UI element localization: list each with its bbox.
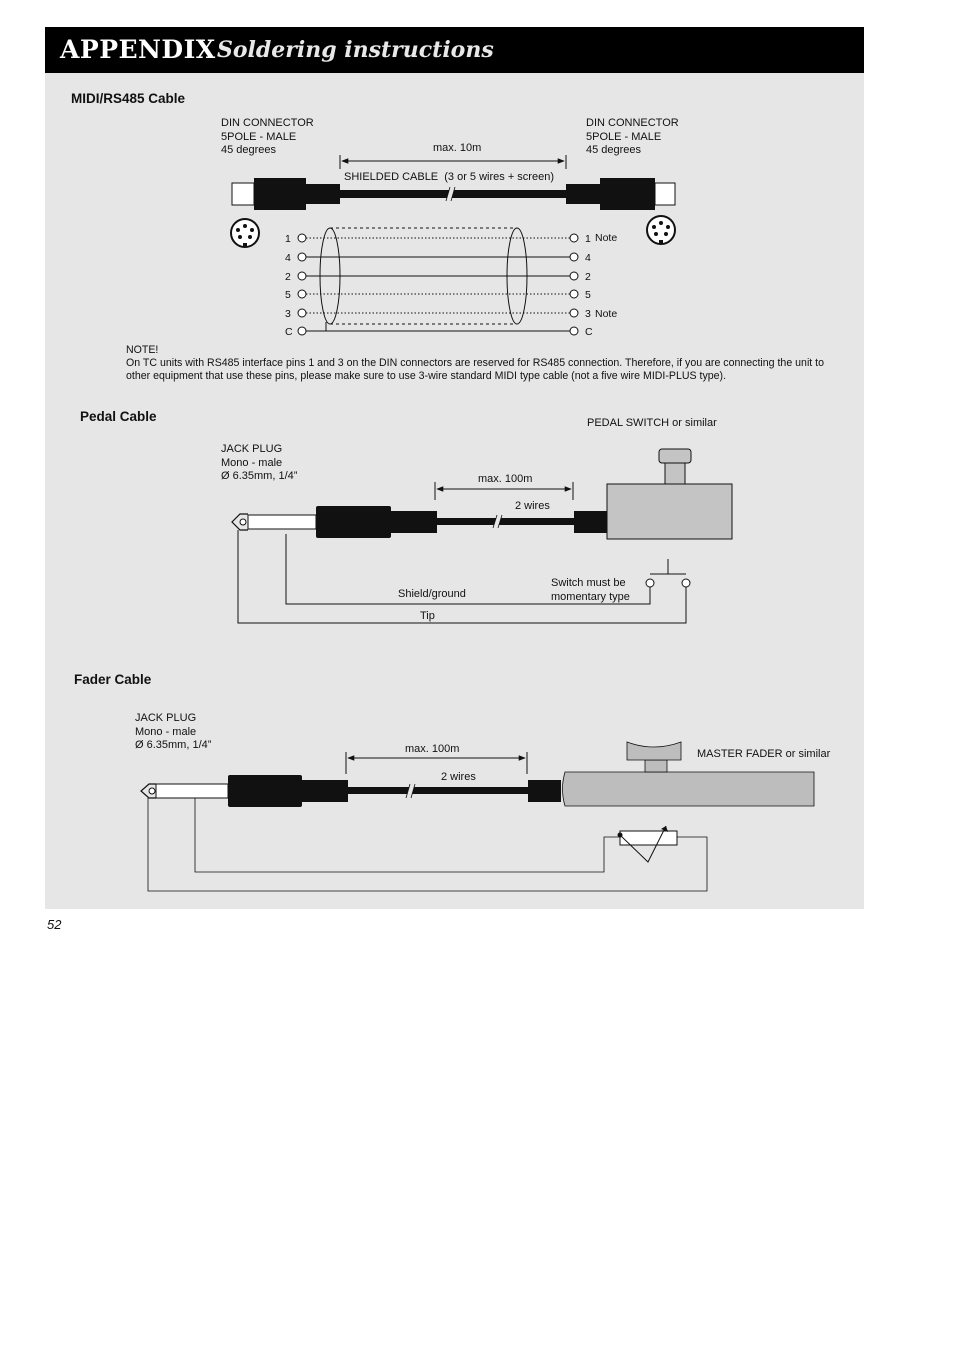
pedal-switch-label: PEDAL SWITCH or similar xyxy=(587,417,717,429)
pedal-section-title: Pedal Cable xyxy=(80,409,157,424)
midi-section-title: MIDI/RS485 Cable xyxy=(71,91,186,106)
pedal-tip-label: Tip xyxy=(420,610,435,622)
pedal-wires-label: 2 wires xyxy=(515,500,550,512)
fader-jack-body xyxy=(228,775,302,807)
left-pin-label: 3 xyxy=(285,308,291,320)
left-din-body xyxy=(254,178,306,210)
header-title: APPENDIX xyxy=(60,35,216,64)
left-din-pins xyxy=(232,183,254,205)
left-pin-label: 4 xyxy=(285,252,291,264)
midi-note-title: NOTE! xyxy=(126,344,159,356)
pedal-jack-shaft xyxy=(248,515,316,529)
left-pin-terminal xyxy=(298,309,306,317)
left-pin-terminal xyxy=(298,234,306,242)
pedal-switch-box xyxy=(607,484,732,539)
pedal-shield-label: Shield/ground xyxy=(398,588,466,600)
right-pin-terminal xyxy=(570,272,578,280)
midi-cable-drawing xyxy=(231,155,675,338)
right-pin-terminal xyxy=(570,253,578,261)
pedal-jack-body xyxy=(316,506,391,538)
pedal-jack-label: JACK PLUG Mono - male Ø 6.35mm, 1/4” xyxy=(221,443,298,482)
fader-cable-drawing xyxy=(141,742,814,891)
fader-length-label: max. 100m xyxy=(405,743,460,755)
right-pin-label: 3 xyxy=(585,308,591,320)
right-pin-terminal xyxy=(570,327,578,335)
left-pin-label: C xyxy=(285,326,293,338)
pedal-length-label: max. 100m xyxy=(478,473,533,485)
right-pin-label: 4 xyxy=(585,252,591,264)
right-pin-terminal xyxy=(570,309,578,317)
fader-wires-label: 2 wires xyxy=(441,771,476,783)
left-pin-terminal xyxy=(298,327,306,335)
right-din-body xyxy=(600,178,655,210)
left-din-face-icon xyxy=(231,219,259,247)
left-pin-terminal xyxy=(298,253,306,261)
left-pin-terminal xyxy=(298,290,306,298)
left-pin-label: 2 xyxy=(285,271,291,283)
pedal-switch-note: Switch must be momentary type xyxy=(551,577,630,603)
fader-cable xyxy=(348,787,528,794)
midi-right-connector-label: DIN CONNECTOR 5POLE - MALE 45 degrees xyxy=(586,117,679,156)
header-subtitle: Soldering instructions xyxy=(217,37,494,63)
right-din-face-icon xyxy=(647,216,675,244)
midi-left-connector-label: DIN CONNECTOR 5POLE - MALE 45 degrees xyxy=(221,117,314,156)
right-din-pins xyxy=(655,183,675,205)
right-pin-terminal xyxy=(570,290,578,298)
right-pin-label: C xyxy=(585,326,593,338)
left-pin-label: 5 xyxy=(285,289,291,301)
left-pin-terminal xyxy=(298,272,306,280)
pedal-cable xyxy=(437,518,575,525)
left-pin-label: 1 xyxy=(285,233,291,245)
fader-jack-label: JACK PLUG Mono - male Ø 6.35mm, 1/4” xyxy=(135,712,212,751)
right-pin-terminal xyxy=(570,234,578,242)
pin3-note-label: Note xyxy=(595,308,618,320)
master-fader-knob xyxy=(627,742,681,760)
pedal-cable-drawing xyxy=(232,449,732,623)
page-number: 52 xyxy=(47,917,62,932)
midi-length-label: max. 10m xyxy=(433,142,482,154)
pedal-switch-button xyxy=(659,449,691,463)
fader-master-label: MASTER FADER or similar xyxy=(697,748,831,760)
right-pin-label: 5 xyxy=(585,289,591,301)
midi-note-text: On TC units with RS485 interface pins 1 and 3 on the DIN connectors are reserved for RS485 connection. Therefore, if you are connecting the unit to other equipment that use these pins, please make sure to use 3-wire standard MIDI type cable (not a five wire MIDI-PLUS type). xyxy=(126,357,825,382)
midi-cable-label: SHIELDED CABLE (3 or 5 wires + screen) xyxy=(344,171,554,183)
master-fader-body xyxy=(563,772,815,806)
pin1-note-label: Note xyxy=(595,232,618,244)
right-pin-label: 1 xyxy=(585,233,591,245)
right-pin-label: 2 xyxy=(585,271,591,283)
fader-section-title: Fader Cable xyxy=(74,672,152,687)
fader-jack-shaft xyxy=(156,784,228,798)
